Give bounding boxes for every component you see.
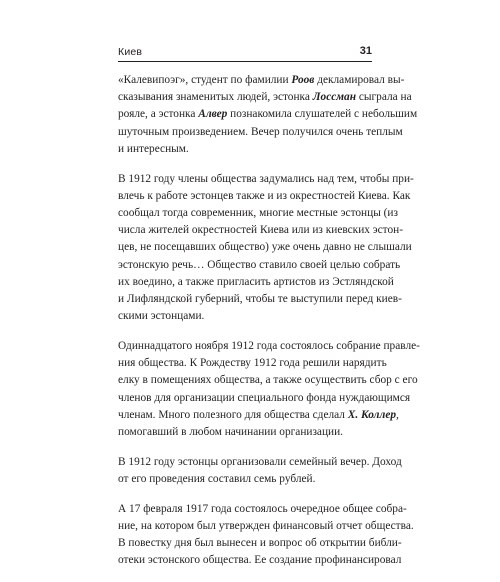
text-run: , xyxy=(396,408,399,421)
text-line xyxy=(118,471,372,488)
text-run: рояле, а эстонка xyxy=(118,108,199,121)
text-run: елку в помещениях общества, а также осуществить сбор с его xyxy=(118,374,418,387)
header-rule xyxy=(118,61,372,62)
text-line xyxy=(118,424,372,441)
text-run: шуточным произведением. Вечер получился очень теплым xyxy=(118,125,403,138)
text-line xyxy=(118,390,411,407)
text-run: и Лифляндской губерний, чтобы те выступили перед киев- xyxy=(118,293,402,306)
text-run: влечь к работе эстонцев также и из окрестностей Киева. Как xyxy=(118,189,411,202)
text-run: познакомила слушателей с небольшим xyxy=(227,108,418,121)
text-run: декламировал вы- xyxy=(314,74,405,86)
text-line xyxy=(118,188,411,205)
text-line xyxy=(118,355,387,372)
text-run: ние, на котором был утвержден финансовый отчет общества. xyxy=(118,520,414,533)
text-line xyxy=(118,338,420,355)
text-line xyxy=(118,291,402,308)
text-line xyxy=(118,501,407,518)
text-line xyxy=(118,205,398,222)
text-run: их воедино, а также пригласить артистов из Эстляндской xyxy=(118,275,394,288)
text-run: членов для организации специального фонда нуждающимся xyxy=(118,391,411,404)
body-text xyxy=(118,72,420,582)
text-run: цев, не посещавших общество) уже очень давно не слышали xyxy=(118,241,412,254)
text-line xyxy=(118,535,402,552)
text-line xyxy=(118,552,402,569)
text-run: членам. Много полезного для общества сделал xyxy=(118,408,348,421)
text-line xyxy=(118,124,403,141)
person-name: Алвер xyxy=(198,108,228,121)
text-line xyxy=(118,141,372,158)
text-line xyxy=(118,454,402,471)
text-run: скими эстонцами. xyxy=(118,310,205,323)
text-run: помогавший в любом начинании организации. xyxy=(118,426,344,439)
text-run: В 1912 году эстонцы организовали семейный вечер. Доход xyxy=(118,455,402,468)
running-header-title: Киев xyxy=(118,46,143,58)
text-line xyxy=(118,274,394,291)
text-run: сыграла на xyxy=(356,91,412,104)
text-run: В 1912 году члены общества задумались над тем, чтобы при- xyxy=(118,172,414,185)
text-run: А 17 февраля 1917 года состоялось очередное общее собра- xyxy=(118,502,407,515)
text-run: сообщал тогда современник, многие местные эстонцы (из xyxy=(118,207,398,220)
text-run: эстонскую речь… Общество ставило своей целью собрать xyxy=(118,258,401,271)
text-line xyxy=(118,308,372,325)
paragraph xyxy=(118,454,402,488)
text-run: В повестку дня был вынесен и вопрос об открытии библи- xyxy=(118,537,402,550)
text-line xyxy=(118,222,404,239)
person-name: Роов xyxy=(291,74,315,86)
text-line xyxy=(118,239,412,256)
text-line xyxy=(118,372,418,389)
text-run: отеки эстонского общества. Ее создание профинансировал xyxy=(118,554,402,567)
text-run: «Калевипоэг», студент по фамилии xyxy=(118,74,292,86)
text-line xyxy=(118,171,414,188)
text-line xyxy=(118,407,399,424)
text-run: ния общества. К Рождеству 1912 года решили нарядить xyxy=(118,357,387,370)
text-run: от его проведения составил семь рублей. xyxy=(118,473,316,486)
paragraph xyxy=(118,171,414,326)
text-line xyxy=(118,89,412,106)
text-line xyxy=(118,518,414,535)
person-name: Х. Коллер xyxy=(347,408,397,421)
paragraph xyxy=(118,501,414,570)
text-line xyxy=(118,106,418,123)
text-run: и интересным. xyxy=(118,142,189,155)
text-run: Одиннадцатого ноября 1912 года состоялось собрание правле- xyxy=(118,340,420,353)
person-name: Лоссман xyxy=(312,91,357,104)
page-number: 31 xyxy=(359,45,372,57)
text-line xyxy=(118,72,405,89)
running-header xyxy=(118,45,372,61)
paragraph xyxy=(118,338,420,441)
paragraph xyxy=(118,72,418,158)
text-run: числа жителей окрестностей Киева или из киевских эстон- xyxy=(118,224,404,237)
text-run: сказывания знаменитых людей, эстонка xyxy=(118,91,313,104)
text-line xyxy=(118,257,401,274)
